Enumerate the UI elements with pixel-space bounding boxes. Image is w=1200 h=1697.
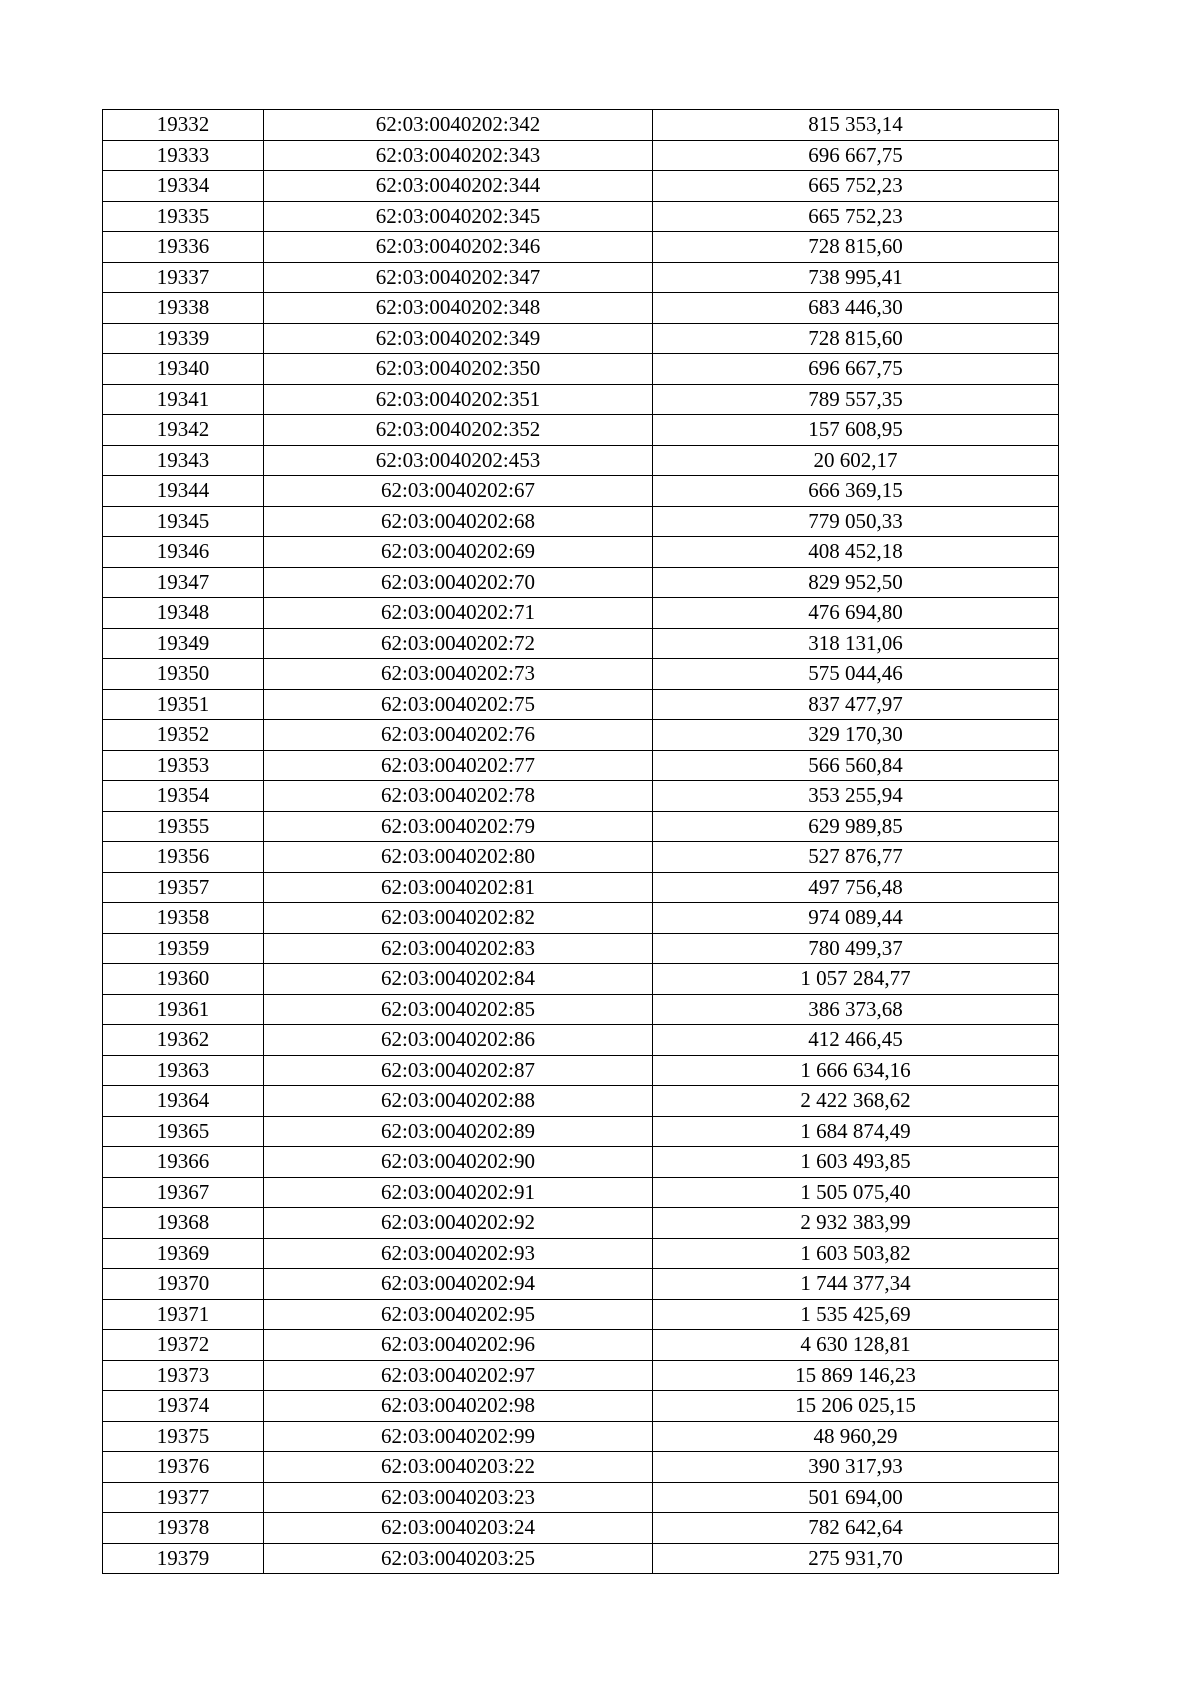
cadastral-number-cell: 62:03:0040202:85 <box>264 994 653 1025</box>
table-row <box>103 1208 1059 1239</box>
table-row <box>103 1482 1059 1513</box>
table-row <box>103 1269 1059 1300</box>
table-row <box>103 384 1059 415</box>
cadastral-number-cell: 62:03:0040202:343 <box>264 140 653 171</box>
row-number-cell: 19343 <box>103 445 264 476</box>
cadastral-number-cell: 62:03:0040202:87 <box>264 1055 653 1086</box>
table-row <box>103 567 1059 598</box>
cadastral-number-cell: 62:03:0040202:75 <box>264 689 653 720</box>
table-row <box>103 1513 1059 1544</box>
row-number-cell: 19363 <box>103 1055 264 1086</box>
cadastral-value-cell: 2 932 383,99 <box>653 1208 1059 1239</box>
cadastral-number-cell: 62:03:0040202:77 <box>264 750 653 781</box>
row-number-cell: 19349 <box>103 628 264 659</box>
cadastral-number-cell: 62:03:0040202:81 <box>264 872 653 903</box>
cadastral-number-cell: 62:03:0040202:342 <box>264 110 653 141</box>
cadastral-value-cell: 566 560,84 <box>653 750 1059 781</box>
row-number-cell: 19345 <box>103 506 264 537</box>
row-number-cell: 19372 <box>103 1330 264 1361</box>
table-row <box>103 506 1059 537</box>
cadastral-value-cell: 696 667,75 <box>653 140 1059 171</box>
row-number-cell: 19359 <box>103 933 264 964</box>
table-row <box>103 1238 1059 1269</box>
table-row <box>103 811 1059 842</box>
cadastral-number-cell: 62:03:0040202:98 <box>264 1391 653 1422</box>
cadastral-number-cell: 62:03:0040202:68 <box>264 506 653 537</box>
table-row <box>103 1330 1059 1361</box>
cadastral-value-cell: 386 373,68 <box>653 994 1059 1025</box>
row-number-cell: 19348 <box>103 598 264 629</box>
cadastral-number-cell: 62:03:0040202:76 <box>264 720 653 751</box>
cadastral-value-cell: 2 422 368,62 <box>653 1086 1059 1117</box>
table-row <box>103 1055 1059 1086</box>
table-row <box>103 1391 1059 1422</box>
cadastral-value-cell: 527 876,77 <box>653 842 1059 873</box>
row-number-cell: 19352 <box>103 720 264 751</box>
table-row <box>103 140 1059 171</box>
row-number-cell: 19350 <box>103 659 264 690</box>
cadastral-value-cell: 1 666 634,16 <box>653 1055 1059 1086</box>
row-number-cell: 19375 <box>103 1421 264 1452</box>
cadastral-number-cell: 62:03:0040202:83 <box>264 933 653 964</box>
cadastral-value-cell: 829 952,50 <box>653 567 1059 598</box>
cadastral-number-cell: 62:03:0040202:99 <box>264 1421 653 1452</box>
table-row <box>103 1452 1059 1483</box>
cadastral-number-cell: 62:03:0040202:84 <box>264 964 653 995</box>
row-number-cell: 19335 <box>103 201 264 232</box>
cadastral-value-table <box>102 109 1059 1574</box>
row-number-cell: 19333 <box>103 140 264 171</box>
table-row <box>103 445 1059 476</box>
row-number-cell: 19358 <box>103 903 264 934</box>
cadastral-number-cell: 62:03:0040202:97 <box>264 1360 653 1391</box>
row-number-cell: 19336 <box>103 232 264 263</box>
cadastral-value-cell: 782 642,64 <box>653 1513 1059 1544</box>
cadastral-number-cell: 62:03:0040203:23 <box>264 1482 653 1513</box>
row-number-cell: 19364 <box>103 1086 264 1117</box>
cadastral-number-cell: 62:03:0040202:349 <box>264 323 653 354</box>
table-row <box>103 872 1059 903</box>
cadastral-value-cell: 1 603 493,85 <box>653 1147 1059 1178</box>
table-row <box>103 903 1059 934</box>
table-row <box>103 1116 1059 1147</box>
cadastral-value-cell: 779 050,33 <box>653 506 1059 537</box>
table-row <box>103 689 1059 720</box>
cadastral-number-cell: 62:03:0040202:91 <box>264 1177 653 1208</box>
row-number-cell: 19371 <box>103 1299 264 1330</box>
cadastral-value-cell: 1 535 425,69 <box>653 1299 1059 1330</box>
cadastral-value-cell: 683 446,30 <box>653 293 1059 324</box>
row-number-cell: 19356 <box>103 842 264 873</box>
table-row <box>103 171 1059 202</box>
cadastral-value-cell: 4 630 128,81 <box>653 1330 1059 1361</box>
row-number-cell: 19344 <box>103 476 264 507</box>
table-row <box>103 293 1059 324</box>
cadastral-number-cell: 62:03:0040202:346 <box>264 232 653 263</box>
cadastral-value-cell: 412 466,45 <box>653 1025 1059 1056</box>
cadastral-value-cell: 408 452,18 <box>653 537 1059 568</box>
cadastral-number-cell: 62:03:0040202:73 <box>264 659 653 690</box>
row-number-cell: 19353 <box>103 750 264 781</box>
row-number-cell: 19332 <box>103 110 264 141</box>
cadastral-number-cell: 62:03:0040202:345 <box>264 201 653 232</box>
table-row <box>103 598 1059 629</box>
cadastral-value-cell: 815 353,14 <box>653 110 1059 141</box>
cadastral-number-cell: 62:03:0040202:72 <box>264 628 653 659</box>
cadastral-value-cell: 728 815,60 <box>653 232 1059 263</box>
cadastral-number-cell: 62:03:0040202:67 <box>264 476 653 507</box>
cadastral-number-cell: 62:03:0040202:93 <box>264 1238 653 1269</box>
cadastral-value-cell: 157 608,95 <box>653 415 1059 446</box>
table-row <box>103 994 1059 1025</box>
cadastral-value-cell: 353 255,94 <box>653 781 1059 812</box>
cadastral-value-cell: 20 602,17 <box>653 445 1059 476</box>
table-row <box>103 659 1059 690</box>
cadastral-value-cell: 497 756,48 <box>653 872 1059 903</box>
cadastral-number-cell: 62:03:0040202:351 <box>264 384 653 415</box>
table-row <box>103 232 1059 263</box>
cadastral-value-cell: 665 752,23 <box>653 201 1059 232</box>
cadastral-number-cell: 62:03:0040202:94 <box>264 1269 653 1300</box>
cadastral-number-cell: 62:03:0040202:348 <box>264 293 653 324</box>
row-number-cell: 19366 <box>103 1147 264 1178</box>
table-row <box>103 415 1059 446</box>
cadastral-value-cell: 329 170,30 <box>653 720 1059 751</box>
row-number-cell: 19334 <box>103 171 264 202</box>
table-row <box>103 1086 1059 1117</box>
table-row <box>103 1360 1059 1391</box>
table-row <box>103 1421 1059 1452</box>
cadastral-value-cell: 1 057 284,77 <box>653 964 1059 995</box>
cadastral-value-cell: 318 131,06 <box>653 628 1059 659</box>
table-row <box>103 720 1059 751</box>
cadastral-number-cell: 62:03:0040202:96 <box>264 1330 653 1361</box>
cadastral-value-cell: 48 960,29 <box>653 1421 1059 1452</box>
cadastral-number-cell: 62:03:0040202:86 <box>264 1025 653 1056</box>
row-number-cell: 19367 <box>103 1177 264 1208</box>
row-number-cell: 19346 <box>103 537 264 568</box>
row-number-cell: 19365 <box>103 1116 264 1147</box>
row-number-cell: 19362 <box>103 1025 264 1056</box>
table-row <box>103 1543 1059 1574</box>
table-row <box>103 750 1059 781</box>
table-row <box>103 842 1059 873</box>
cadastral-number-cell: 62:03:0040202:70 <box>264 567 653 598</box>
row-number-cell: 19378 <box>103 1513 264 1544</box>
cadastral-number-cell: 62:03:0040202:92 <box>264 1208 653 1239</box>
row-number-cell: 19357 <box>103 872 264 903</box>
cadastral-value-cell: 789 557,35 <box>653 384 1059 415</box>
cadastral-value-cell: 575 044,46 <box>653 659 1059 690</box>
cadastral-value-cell: 728 815,60 <box>653 323 1059 354</box>
table-row <box>103 537 1059 568</box>
cadastral-value-cell: 738 995,41 <box>653 262 1059 293</box>
row-number-cell: 19355 <box>103 811 264 842</box>
cadastral-number-cell: 62:03:0040202:352 <box>264 415 653 446</box>
cadastral-value-cell: 974 089,44 <box>653 903 1059 934</box>
row-number-cell: 19337 <box>103 262 264 293</box>
cadastral-value-cell: 390 317,93 <box>653 1452 1059 1483</box>
cadastral-number-cell: 62:03:0040202:69 <box>264 537 653 568</box>
cadastral-value-cell: 666 369,15 <box>653 476 1059 507</box>
table-row <box>103 933 1059 964</box>
row-number-cell: 19370 <box>103 1269 264 1300</box>
cadastral-value-cell: 696 667,75 <box>653 354 1059 385</box>
table-row <box>103 262 1059 293</box>
row-number-cell: 19369 <box>103 1238 264 1269</box>
table-row <box>103 1147 1059 1178</box>
cadastral-value-cell: 476 694,80 <box>653 598 1059 629</box>
table-row <box>103 476 1059 507</box>
cadastral-number-cell: 62:03:0040202:89 <box>264 1116 653 1147</box>
row-number-cell: 19339 <box>103 323 264 354</box>
cadastral-value-cell: 780 499,37 <box>653 933 1059 964</box>
cadastral-number-cell: 62:03:0040202:78 <box>264 781 653 812</box>
row-number-cell: 19338 <box>103 293 264 324</box>
cadastral-number-cell: 62:03:0040202:350 <box>264 354 653 385</box>
cadastral-value-cell: 1 684 874,49 <box>653 1116 1059 1147</box>
table-row <box>103 323 1059 354</box>
row-number-cell: 19340 <box>103 354 264 385</box>
table-row <box>103 1299 1059 1330</box>
cadastral-value-cell: 1 603 503,82 <box>653 1238 1059 1269</box>
cadastral-value-cell: 837 477,97 <box>653 689 1059 720</box>
cadastral-value-cell: 15 869 146,23 <box>653 1360 1059 1391</box>
table-body <box>103 110 1059 1574</box>
row-number-cell: 19342 <box>103 415 264 446</box>
cadastral-number-cell: 62:03:0040202:453 <box>264 445 653 476</box>
cadastral-value-cell: 665 752,23 <box>653 171 1059 202</box>
table-row <box>103 628 1059 659</box>
table-row <box>103 964 1059 995</box>
row-number-cell: 19341 <box>103 384 264 415</box>
table-row <box>103 354 1059 385</box>
cadastral-number-cell: 62:03:0040202:79 <box>264 811 653 842</box>
cadastral-number-cell: 62:03:0040202:344 <box>264 171 653 202</box>
table-row <box>103 201 1059 232</box>
row-number-cell: 19374 <box>103 1391 264 1422</box>
row-number-cell: 19376 <box>103 1452 264 1483</box>
row-number-cell: 19368 <box>103 1208 264 1239</box>
cadastral-value-cell: 275 931,70 <box>653 1543 1059 1574</box>
cadastral-number-cell: 62:03:0040203:24 <box>264 1513 653 1544</box>
row-number-cell: 19347 <box>103 567 264 598</box>
cadastral-number-cell: 62:03:0040202:71 <box>264 598 653 629</box>
cadastral-number-cell: 62:03:0040202:88 <box>264 1086 653 1117</box>
table-row <box>103 1177 1059 1208</box>
cadastral-value-cell: 15 206 025,15 <box>653 1391 1059 1422</box>
cadastral-number-cell: 62:03:0040202:95 <box>264 1299 653 1330</box>
row-number-cell: 19379 <box>103 1543 264 1574</box>
row-number-cell: 19354 <box>103 781 264 812</box>
cadastral-number-cell: 62:03:0040203:22 <box>264 1452 653 1483</box>
row-number-cell: 19361 <box>103 994 264 1025</box>
cadastral-value-cell: 629 989,85 <box>653 811 1059 842</box>
table-row <box>103 781 1059 812</box>
row-number-cell: 19360 <box>103 964 264 995</box>
cadastral-value-cell: 1 505 075,40 <box>653 1177 1059 1208</box>
cadastral-number-cell: 62:03:0040202:90 <box>264 1147 653 1178</box>
cadastral-number-cell: 62:03:0040202:80 <box>264 842 653 873</box>
cadastral-number-cell: 62:03:0040202:347 <box>264 262 653 293</box>
row-number-cell: 19373 <box>103 1360 264 1391</box>
cadastral-number-cell: 62:03:0040203:25 <box>264 1543 653 1574</box>
row-number-cell: 19351 <box>103 689 264 720</box>
cadastral-value-cell: 501 694,00 <box>653 1482 1059 1513</box>
cadastral-value-cell: 1 744 377,34 <box>653 1269 1059 1300</box>
row-number-cell: 19377 <box>103 1482 264 1513</box>
table-row <box>103 1025 1059 1056</box>
cadastral-number-cell: 62:03:0040202:82 <box>264 903 653 934</box>
table-row <box>103 110 1059 141</box>
